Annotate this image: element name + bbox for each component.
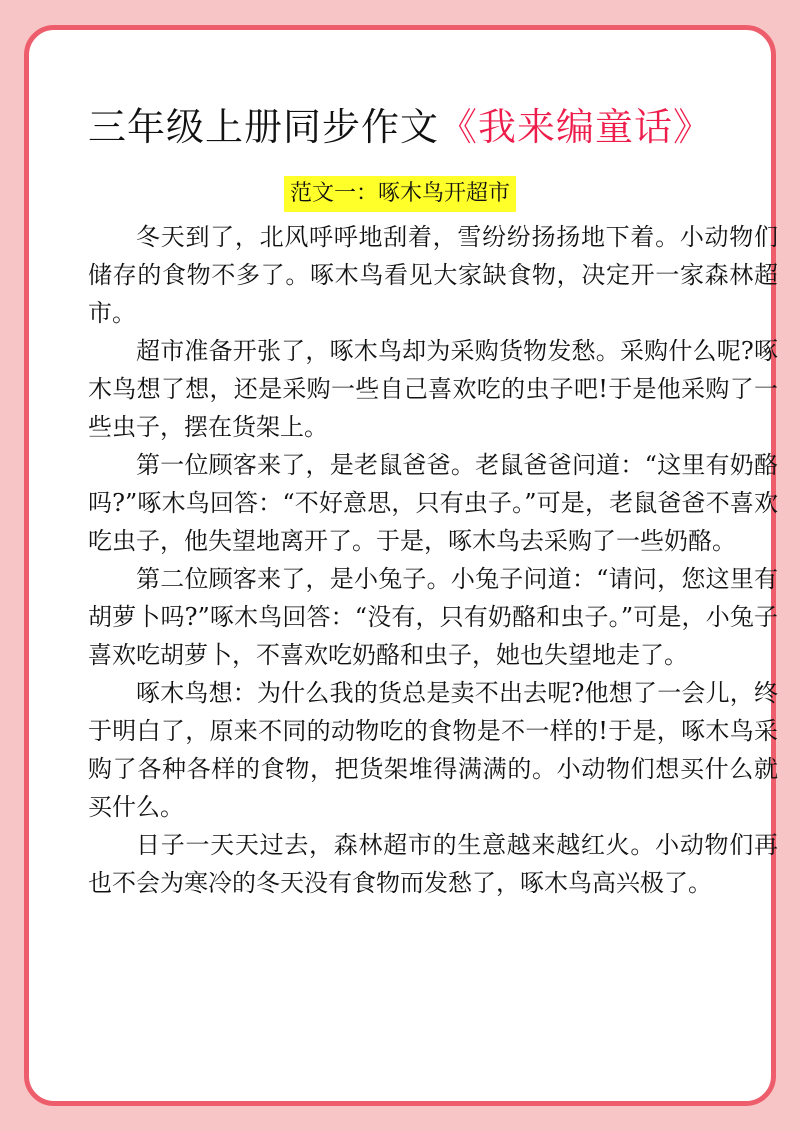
page-title [29, 102, 771, 152]
paragraph-5: 啄木鸟想：为什么我的货总是卖不出去呢?他想了一会儿，终于明白了，原来不同的动物吃的食物是不一样的!于是，啄木鸟采购了各种各样的食物，把货架堆得满满的。小动物们想买什么就买什么。 [88, 679, 778, 821]
title-highlight: 《我来编童话》 [439, 105, 713, 149]
essay-body [88, 218, 778, 902]
essay-subtitle: 范文一：啄木鸟开超市 [284, 176, 516, 212]
paragraph-2: 超市准备开张了，啄木鸟却为采购货物发愁。采购什么呢?啄木鸟想了想，还是采购一些自己喜欢吃的虫子吧!于是他采购了一些虫子，摆在货架上。 [88, 337, 778, 441]
essay-card [24, 25, 776, 1106]
paragraph-1: 冬天到了，北风呼呼地刮着，雪纷纷扬扬地下着。小动物们储存的食物不多了。啄木鸟看见大家缺食物，决定开一家森林超市。 [88, 223, 778, 327]
paragraph-4: 第二位顾客来了，是小兔子。小兔子问道：“请问，您这里有胡萝卜吗?”啄木鸟回答：“没有，只有奶酪和虫子。”可是，小兔子喜欢吃胡萝卜，不喜欢吃奶酪和虫子，她也失望地走了。 [88, 565, 778, 669]
paragraph-3: 第一位顾客来了，是老鼠爸爸。老鼠爸爸问道：“这里有奶酪吗?”啄木鸟回答：“不好意思，只有虫子。”可是，老鼠爸爸不喜欢吃虫子，他失望地离开了。于是，啄木鸟去采购了一些奶酪。 [88, 451, 778, 555]
paragraph-6: 日子一天天过去，森林超市的生意越来越红火。小动物们再也不会为寒冷的冬天没有食物而发愁了，啄木鸟高兴极了。 [88, 831, 778, 897]
title-prefix: 三年级上册同步作文 [87, 105, 439, 149]
subtitle-row [29, 176, 771, 212]
